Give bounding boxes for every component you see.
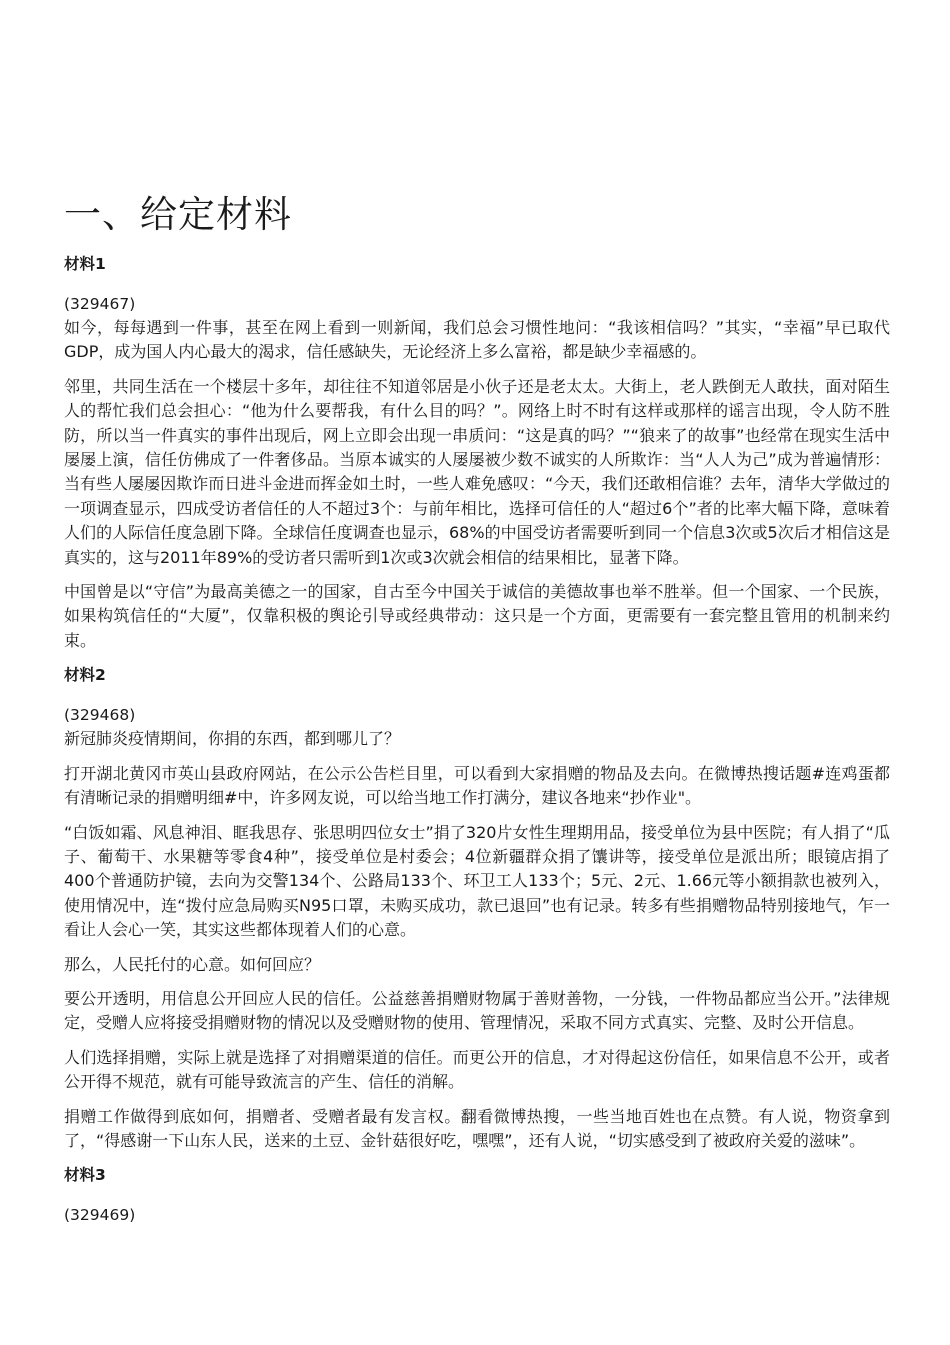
material-id: (329467) xyxy=(64,295,136,313)
paragraph: 如今，每每遇到一件事，甚至在网上看到一则新闻，我们总会习惯性地问：“我该相信吗？”其实，“幸福”早已取代GDP，成为国人内心最大的渴求，信任感缺失，无论经济上多么富裕，都是缺少幸福感的。 xyxy=(64,318,890,362)
material-title: 材料3 xyxy=(64,1166,106,1185)
paragraph: 那么，人民托付的心意。如何回应？ xyxy=(64,954,321,974)
material-title: 材料2 xyxy=(64,666,106,685)
paragraph: 打开湖北黄冈市英山县政府网站，在公示公告栏目里，可以看到大家捐赠的物品及去向。在微博热搜话题#连鸡蛋都有清晰记录的捐赠明细#中，许多网友说，可以给当地工作打满分，建议各地来“抄作业"。 xyxy=(64,763,890,808)
paragraph: 人们选择捐赠，实际上就是选择了对捐赠渠道的信任。而更公开的信息，才对得起这份信任，如果信息不公开，或者公开得不规范，就有可能导致流言的产生、信任的消解。 xyxy=(64,1047,890,1092)
material-section-3 xyxy=(64,1163,890,1227)
document-page xyxy=(64,190,890,1227)
material-id: (329468) xyxy=(64,706,136,725)
paragraph: 新冠肺炎疫情期间，你捐的东西，都到哪儿了？ xyxy=(64,729,401,749)
paragraph: 邻里，共同生活在一个楼层十多年，却往往不知道邻居是小伙子还是老太太。大街上，老人跌倒无人敢扶，面对陌生人的帮忙我们总会担心：“他为什么要帮我，有什么目的吗？”。网络上时不时有这样或那样的谣言出现，令人防不胜防，所以当一件真实的事件出现后，网上立即会出现一串质问：“这是真的吗？”“狼来了的故事”也经常在现实生活中屡屡上演，信任仿佛成了一件奢侈品。当原本诚实的人屡屡被少数不诚实的人所欺诈：当“人人为己”成为普遍情形：当有些人屡屡因欺诈而日进斗金进而挥金如土时，一些人难免感叹：“今天，我们还敢相信谁？去年，清华大学做过的一项调查显示，四成受访者信任的人不超过3个：与前年相比，选择可信任的人“超过6个”者的比率大幅下降，意味着人们的人际信任度急剧下降。全球信任度调查也显示，68%的中国受访者需要听到同一个信息3次或5次后才相信这是真实的，这与2011年89%的受访者只需听到1次或3次就会相信的结果相比，显著下降。 xyxy=(64,376,890,567)
paragraph: 要公开透明，用信息公开回应人民的信任。公益慈善捐赠财物属于善财善物，一分钱，一件物品都应当公开。”法律规定，受赠人应将接受捐赠财物的情况以及受赠财物的使用、管理情况，采取不同方式真实、完整、及时公开信息。 xyxy=(64,988,890,1033)
paragraph: 捐赠工作做得到底如何，捐赠者、受赠者最有发言权。翻看微博热搜，一些当地百姓也在点赞。有人说，物资拿到了，“得感谢一下山东人民，送来的土豆、金针菇很好吃，嘿嘿”，还有人说，“切实感受到了被政府关爱的滋味”。 xyxy=(64,1106,890,1150)
material-section-2 xyxy=(64,663,890,1153)
page-title: 一、给定材料 xyxy=(64,193,292,236)
paragraph: “白饭如霜、风息神泪、眶我思存、张思明四位女士”捐了320片女性生理期用品，接受单位为县中医院；有人捐了“瓜子、葡萄干、水果糖等零食4种”，接受单位是村委会；4位新疆群众捐了馕讲等，接受单位是派出所；眼镜店捐了400个普通防护镜，去向为交警134个、公路局133个、环卫工人133个；5元、2元、1.66元等小额捐款也被列入，使用情况中，连“拨付应急局购买N95口罩，未购买成功，款已退回”也有记录。转多有些捐赠物品特别接地气，乍一看让人会心一笑，其实这些都体现着人们的心意。 xyxy=(64,822,890,940)
material-title: 材料1 xyxy=(64,255,106,273)
material-id: (329469) xyxy=(64,1206,136,1225)
material-section-1 xyxy=(64,252,890,653)
paragraph: 中国曾是以“守信”为最高美德之一的国家，自古至今中国关于诚信的美德故事也举不胜举。但一个国家、一个民族，如果构筑信任的“大厦”，仅靠积极的舆论引导或经典带动：这只是一个方面，更需要有一套完整且管用的机制来约束。 xyxy=(64,582,890,650)
